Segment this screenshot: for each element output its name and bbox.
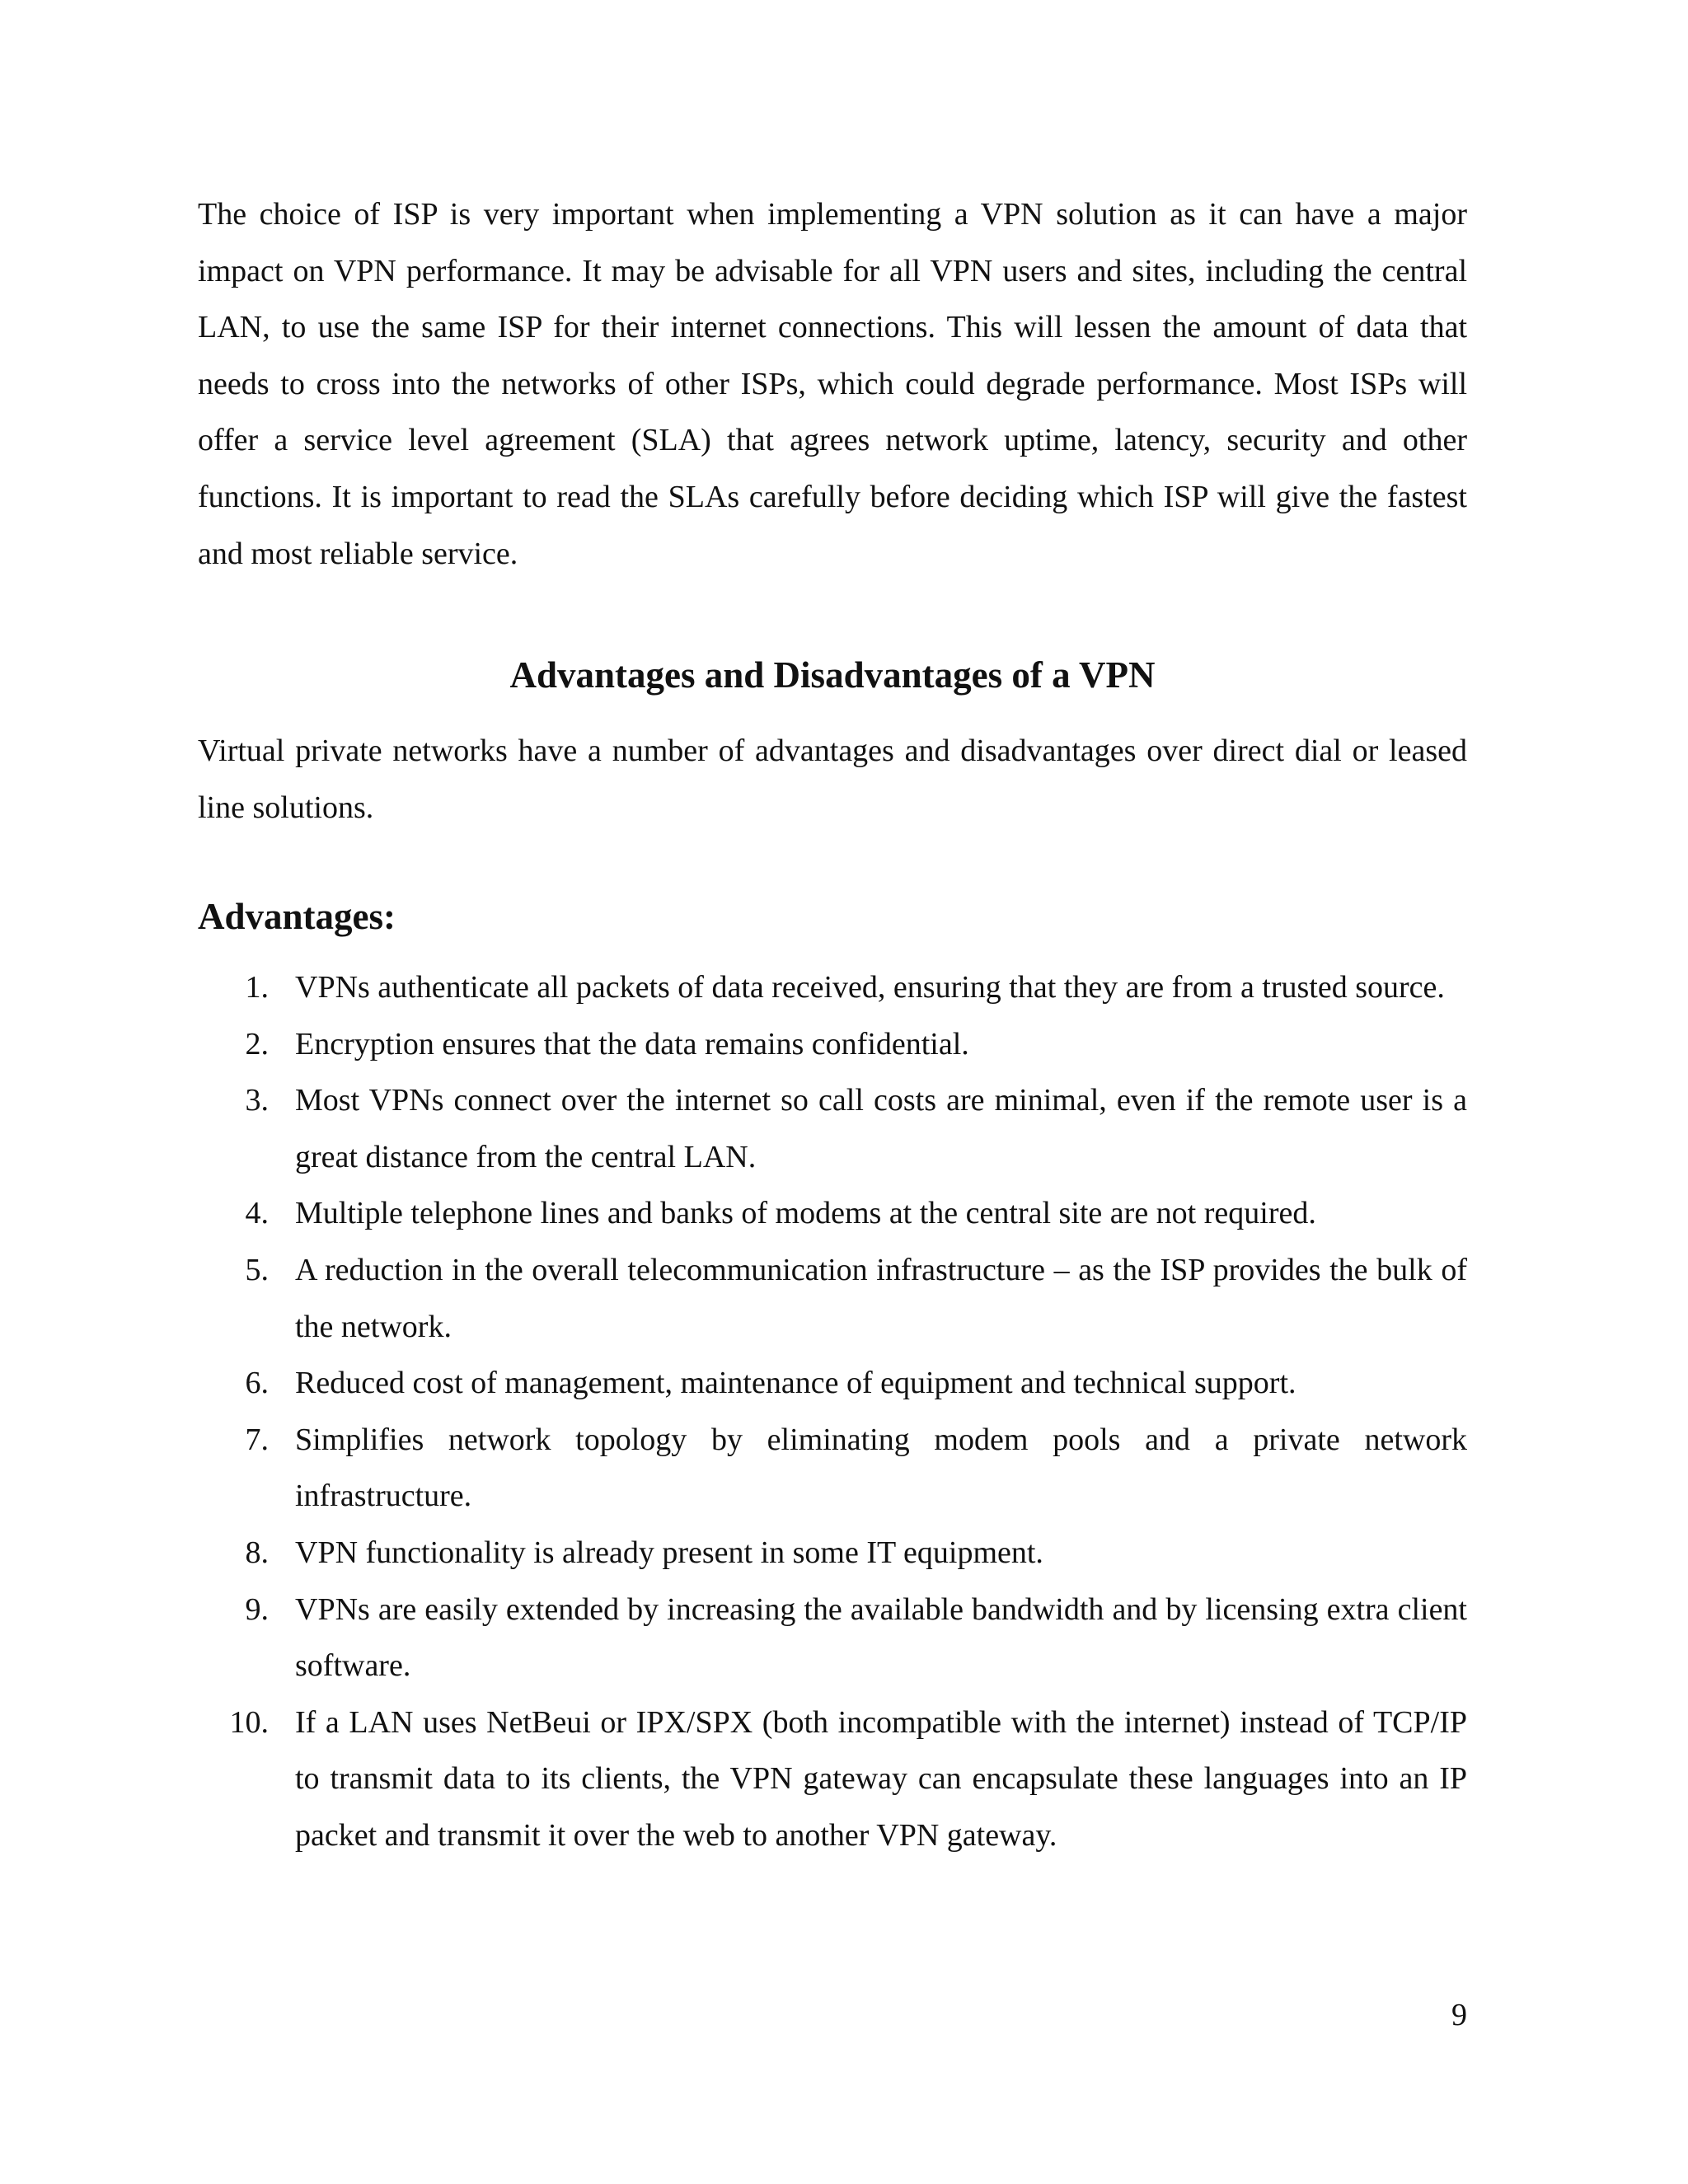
list-item-number: 2. [245, 1026, 269, 1062]
list-item [198, 1582, 1467, 1694]
list-item-number: 9. [245, 1591, 269, 1627]
list-item-number: 8. [245, 1535, 269, 1570]
list-item [198, 1355, 1467, 1412]
list-item [198, 1242, 1467, 1355]
list-item-number: 7. [245, 1422, 269, 1457]
list-item-number: 6. [245, 1366, 269, 1401]
advantages-list [198, 959, 1467, 1864]
section-heading: Advantages and Disadvantages of a VPN [509, 654, 1156, 696]
intro-paragraph: Virtual private networks have a number of advantages and disadvantages over direct dial or leased line solutions. [198, 733, 1467, 825]
list-item [198, 1185, 1467, 1242]
list-item-text: VPNs are easily extended by increasing the available bandwidth and by licensing extra client software. [295, 1591, 1467, 1684]
list-item [198, 1412, 1467, 1525]
list-item-text: Multiple telephone lines and banks of modems at the central site are not required. [295, 1196, 1316, 1231]
list-item [198, 959, 1467, 1016]
list-item-text: If a LAN uses NetBeui or IPX/SPX (both incompatible with the internet) instead of TCP/IP to transmit data to its clients, the VPN gateway can encapsulate these languages into an IP packet and transmit it over the web to another VPN gateway. [295, 1704, 1467, 1853]
list-item-text: A reduction in the overall telecommunication infrastructure – as the ISP provides the bulk of the network. [295, 1252, 1467, 1344]
list-item [198, 1072, 1467, 1185]
list-item-text: Most VPNs connect over the internet so call costs are minimal, even if the remote user is a great distance from the central LAN. [295, 1083, 1467, 1174]
list-item-number: 10. [229, 1704, 269, 1740]
list-item-number: 4. [245, 1196, 269, 1231]
list-item [198, 1525, 1467, 1582]
list-item-text: Simplifies network topology by eliminating modem pools and a private network infrastructure. [295, 1422, 1467, 1514]
advantages-heading: Advantages: [198, 896, 396, 937]
list-item-number: 5. [245, 1252, 269, 1287]
list-item [198, 1016, 1467, 1073]
list-item [198, 1694, 1467, 1864]
page-number: 9 [1451, 1998, 1467, 2032]
list-item-text: Reduced cost of management, maintenance of equipment and technical support. [295, 1366, 1296, 1401]
list-item-number: 1. [245, 970, 269, 1005]
document-page [198, 186, 1467, 1853]
isp-paragraph: The choice of ISP is very important when implementing a VPN solution as it can have a major impact on VPN performance. It may be advisable for all VPN users and sites, including the central LAN, to use the same ISP for their internet connections. This will lessen the amount of data that needs to cross into the networks of other ISPs, which could degrade performance. Most ISPs will offer a service level agreement (SLA) that agrees network uptime, latency, security and other functions. It is important to read the SLAs carefully before deciding which ISP will give the fastest and most reliable service. [198, 197, 1467, 571]
list-item-text: VPNs authenticate all packets of data received, ensuring that they are from a trusted source. [295, 970, 1445, 1005]
list-item-text: VPN functionality is already present in some IT equipment. [295, 1535, 1043, 1570]
list-item-number: 3. [245, 1083, 269, 1118]
list-item-text: Encryption ensures that the data remains confidential. [295, 1026, 969, 1062]
